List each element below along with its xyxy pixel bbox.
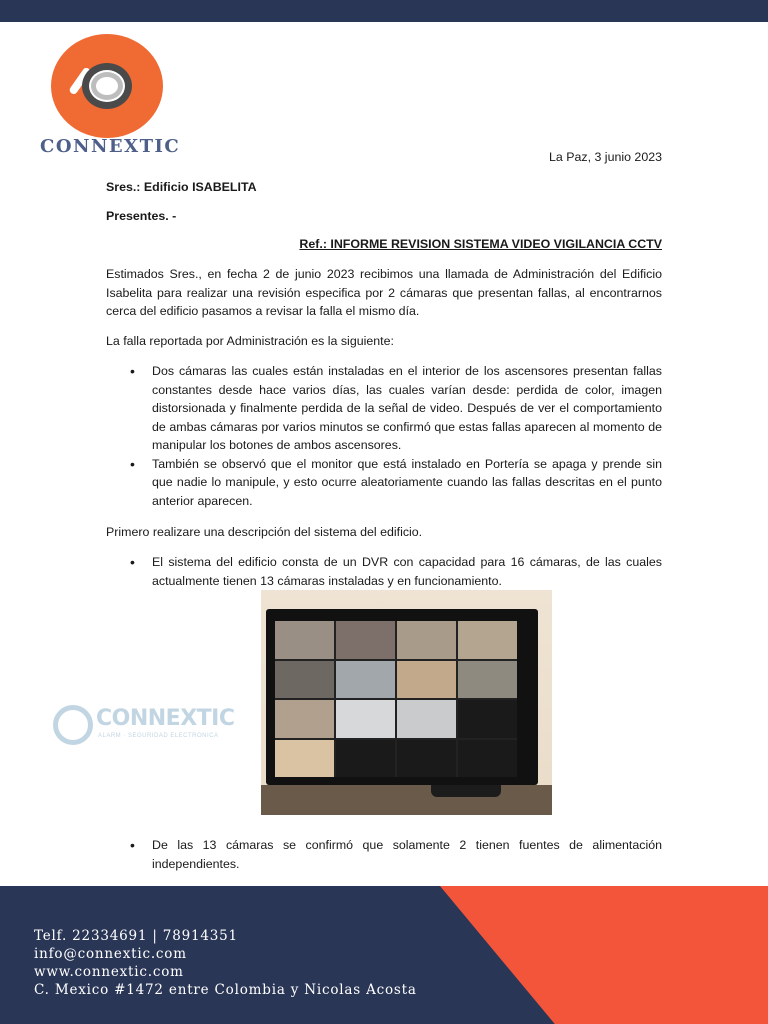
monitor-image [266, 609, 538, 785]
list-item: • De las 13 cámaras se confirmó que solamente 2 tienen fuentes de alimentación independientes. [130, 836, 662, 873]
letter-date: La Paz, 3 junio 2023 [549, 150, 662, 164]
descripcion-intro: Primero realizare una descripción del sistema del edificio. [106, 525, 423, 539]
sistema-list [130, 553, 662, 590]
logo-wordmark: CONNEXTIC [40, 136, 181, 157]
footer-address: C. Mexico #1472 entre Colombia y Nicolas Acosta [34, 982, 417, 998]
footer-phone: Telf. 22334691 | 78914351 [34, 928, 238, 944]
footer [0, 886, 768, 1024]
reference-line: Ref.: INFORME REVISION SISTEMA VIDEO VIGILANCIA CCTV [299, 237, 662, 251]
dvr-monitor-photo [261, 590, 552, 815]
intro-paragraph: Estimados Sres., en fecha 2 de junio 2023 recibimos una llamada de Administración del Edificio Isabelita para realizar una revisión especifica por 2 cámaras que presentan fallas, al encontrarnos cerca del edificio pasamos a revisar la falla el mismo día. [106, 267, 662, 318]
presentes: Presentes. - [106, 209, 177, 223]
fallas-list [130, 362, 662, 510]
fuentes-list [130, 836, 662, 873]
camera-grid [275, 621, 517, 777]
list-item: • El sistema del edificio consta de un DVR con capacidad para 16 cámaras, de las cuales actualmente tienen 13 cámaras instaladas y en funcionamiento. [130, 553, 662, 590]
footer-email: info@connextic.com [34, 946, 187, 962]
recipient: Sres.: Edificio ISABELITA [106, 180, 257, 194]
list-item: • También se observó que el monitor que está instalado en Portería se apaga y prende sin que nadie lo manipule, y esto ocurre aleatoriamente cuando las fallas descritas en el punto anterior aparecen. [130, 455, 662, 511]
watermark-logo: CONNEXTIC ALARM · SEGURIDAD ELECTRONICA [50, 700, 230, 750]
footer-accent-shape [440, 886, 768, 1024]
list-item: • Dos cámaras las cuales están instaladas en el interior de los ascensores presentan fallas constantes desde hace varios días, las cuales varían desde: perdida de color, imagen distorsionada y finalmente perdida de la señal de video. Después de ver el comportamiento de ambas cámaras por varios minutos se confirmó que estas fallas aparecen al momento de manipular los botones de ambos ascensores. [130, 362, 662, 455]
header-bar [0, 0, 768, 22]
footer-web: www.connextic.com [34, 964, 184, 980]
company-logo [40, 32, 190, 162]
watermark-circle-icon [53, 705, 93, 745]
falla-intro: La falla reportada por Administración es la siguiente: [106, 334, 394, 348]
